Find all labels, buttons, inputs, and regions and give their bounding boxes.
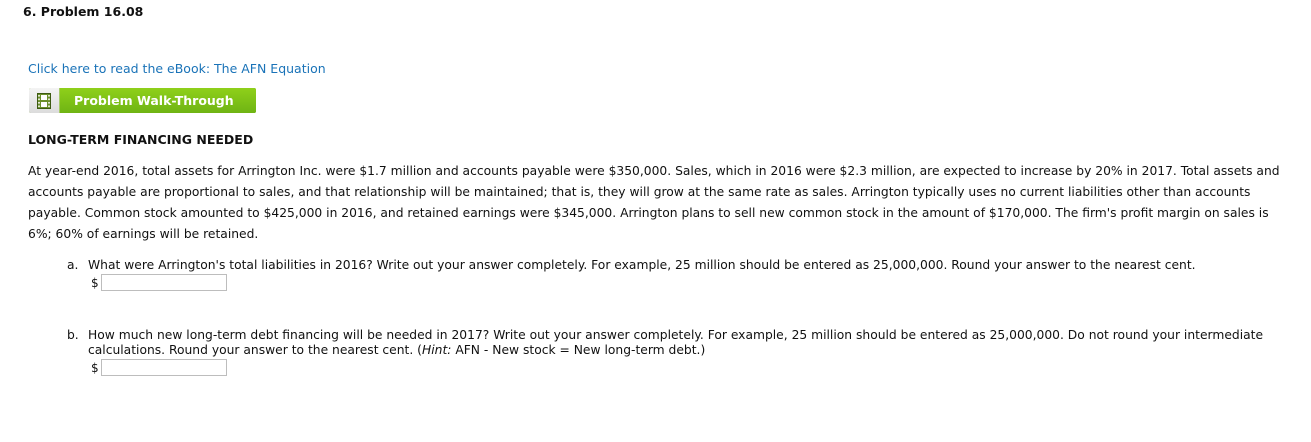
problem-header: 6. Problem 16.08 [23,4,144,19]
currency-symbol: $ [91,360,99,375]
answer-row [91,359,1267,376]
answer-a-input[interactable] [101,274,227,291]
question-letter: a. [67,258,79,272]
hint-label: Hint: [421,343,452,357]
answer-b-input[interactable] [101,359,227,376]
film-icon [37,93,51,109]
question-text [88,328,1267,358]
currency-symbol: $ [91,275,99,290]
ebook-link[interactable]: Click here to read the eBook: The AFN Equation [28,61,326,76]
walkthrough-label: Problem Walk-Through [60,88,256,113]
question-text-after-hint: AFN - New stock = New long-term debt.) [451,343,706,357]
problem-walkthrough-button[interactable] [29,88,256,113]
question-text: What were Arrington's total liabilities in 2016? Write out your answer completely. For example, 25 million should be entered as 25,000,000. Round your answer to the nearest cent. [88,258,1196,272]
answer-row [91,274,1267,291]
section-title: LONG-TERM FINANCING NEEDED [28,132,254,147]
problem-paragraph: At year-end 2016, total assets for Arrington Inc. were $1.7 million and accounts payable were $350,000. Sales, which in 2016 were $2.3 million, are expected to increase by 20% in 2017. Total assets and accounts payable are proportional to sales, and that relationship will be maintained; that is, they will grow at the same rate as sales. Arrington typically uses no current liabilities other than accounts payable. Common stock amounted to $425,000 in 2016, and retained earnings were $345,000. Arrington plans to sell new common stock in the amount of $170,000. The firm's profit margin on sales is 6%; 60% of earnings will be retained. [28,164,1280,241]
question-text-before-hint: How much new long-term debt financing will be needed in 2017? Write out your answer completely. For example, 25 million should be entered as 25,000,000. Do not round your intermediate calculations. Round your answer to the nearest cent. ( [88,328,1264,357]
question-letter: b. [67,328,79,342]
film-icon-box [29,88,60,113]
question-b [67,328,1267,376]
question-a [67,258,1267,291]
